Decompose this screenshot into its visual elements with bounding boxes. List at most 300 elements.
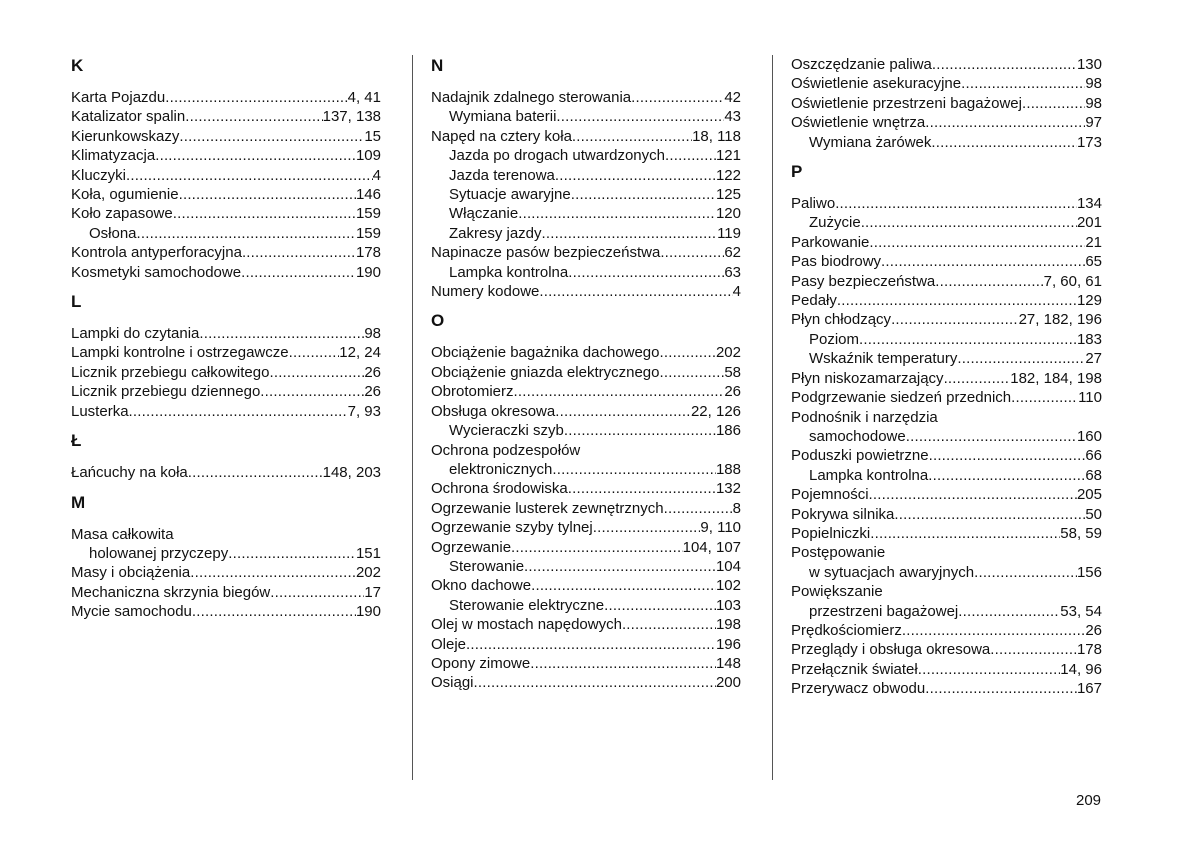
entry-text: Koła, ogumienie (71, 186, 179, 204)
index-entry (71, 402, 381, 421)
dot-leader (931, 133, 1077, 152)
index-entry (71, 563, 381, 582)
entry-pages: 62 (724, 244, 741, 262)
entry-pages: 4, 41 (347, 89, 381, 106)
index-entry (791, 194, 1102, 213)
entry-text: Osiągi (431, 674, 474, 692)
index-entry (791, 640, 1102, 659)
dot-leader (192, 602, 356, 621)
entry-pages: 200 (715, 674, 741, 692)
dot-leader (190, 563, 356, 582)
dot-leader (660, 243, 724, 262)
entry-text: Oszczędzanie paliwa (791, 56, 932, 73)
index-entry (71, 263, 381, 282)
dot-leader (837, 291, 1077, 310)
index-entry (431, 460, 741, 479)
section-letter: Ł (71, 431, 82, 451)
dot-leader (861, 213, 1077, 232)
index-entry (71, 463, 381, 482)
index-column-3 (791, 55, 1102, 699)
section-letter: O (431, 311, 445, 331)
entry-pages: 205 (1076, 486, 1102, 504)
entry-text: Obciążenie bagażnika dachowego (431, 344, 660, 362)
index-entry (431, 518, 741, 537)
dot-leader (881, 252, 1085, 271)
index-entry (431, 204, 741, 223)
dot-leader (555, 166, 716, 185)
index-section (431, 55, 741, 301)
index-entry (431, 107, 741, 126)
dot-leader (260, 382, 364, 401)
entry-text: Przerywacz obwodu (791, 680, 926, 698)
entry-pages: 120 (715, 205, 741, 223)
dot-leader (974, 563, 1077, 582)
entry-pages: 12, 24 (339, 344, 381, 362)
entry-pages: 148 (715, 654, 741, 672)
dot-leader (126, 166, 373, 185)
entry-pages: 159 (355, 205, 381, 223)
index-entry (431, 146, 741, 165)
entry-text: Ochrona środowiska (431, 480, 568, 498)
entry-pages: 134 (1076, 195, 1102, 213)
index-entry (791, 369, 1102, 388)
section-letter: M (71, 492, 86, 512)
index-entry (431, 673, 741, 692)
entry-text: Ochrona podzespołów (431, 441, 581, 459)
entry-text: w sytuacjach awaryjnych (809, 563, 975, 581)
entry-text: Płyn niskozamarzający (791, 369, 944, 387)
index-entry (791, 466, 1102, 485)
dot-leader (944, 369, 1011, 388)
entry-pages: 98 (364, 325, 381, 343)
entry-pages: 4 (372, 166, 381, 184)
index-entry (431, 615, 741, 634)
entry-pages: 27 (1085, 350, 1102, 368)
index-entry (431, 499, 741, 518)
entry-text: Kontrola antyperforacyjna (71, 244, 242, 262)
entry-pages: 26 (364, 363, 381, 381)
index-entry (791, 543, 1102, 562)
index-entry (71, 243, 381, 262)
index-entry (791, 621, 1102, 640)
index-entry (71, 363, 381, 382)
entry-pages: 188 (715, 460, 741, 478)
entry-pages: 98 (1085, 75, 1102, 93)
index-entry (71, 224, 381, 243)
entry-text: Wymiana baterii (449, 108, 557, 126)
dot-leader (891, 310, 1019, 329)
dot-leader (474, 673, 716, 692)
entry-pages: 104 (715, 557, 741, 575)
index-entry (431, 596, 741, 615)
entry-text: Ogrzewanie szyby tylnej (431, 519, 593, 537)
dot-leader (228, 544, 356, 563)
dot-leader (659, 363, 724, 382)
index-entry (791, 113, 1102, 132)
column-divider (412, 55, 413, 780)
index-entry (71, 324, 381, 343)
entry-text: Kluczyki (71, 166, 127, 184)
entry-pages: 103 (715, 596, 741, 614)
entry-text: Sytuacje awaryjne (449, 186, 571, 204)
entry-text: Wycieraczki szyb (449, 422, 564, 440)
index-entry (431, 224, 741, 243)
index-entry (791, 388, 1102, 407)
index-entry (71, 343, 381, 362)
entry-text: Pokrywa silnika (791, 505, 895, 523)
dot-leader (925, 113, 1085, 132)
index-entry (431, 654, 741, 673)
dot-leader (269, 363, 364, 382)
index-entry (71, 88, 381, 107)
index-entry (71, 127, 381, 146)
entry-pages: 202 (355, 564, 381, 582)
entry-pages: 42 (724, 89, 741, 106)
entry-pages: 148, 203 (322, 464, 381, 482)
index-entry (791, 252, 1102, 271)
entry-text: Licznik przebiegu całkowitego (71, 363, 270, 381)
entry-pages: 132 (715, 480, 741, 498)
entry-pages: 178 (1076, 641, 1102, 659)
entry-pages: 110 (1078, 389, 1102, 407)
dot-leader (129, 402, 348, 421)
index-entry (791, 427, 1102, 446)
index-section (71, 291, 381, 421)
index-entry (431, 243, 741, 262)
dot-leader (870, 524, 1060, 543)
entry-text: Karta Pojazdu (71, 89, 166, 106)
index-entry (71, 544, 381, 563)
entry-pages: 198 (715, 616, 741, 634)
entry-text: Lampka kontrolna (809, 466, 929, 484)
entry-pages: 21 (1085, 233, 1102, 251)
index-section (71, 492, 381, 622)
index-entry (71, 107, 381, 126)
index-entry (791, 94, 1102, 113)
dot-leader (137, 224, 356, 243)
dot-leader (665, 146, 716, 165)
entry-pages: 63 (724, 263, 741, 281)
entry-pages: 26 (1085, 621, 1102, 639)
dot-leader (572, 127, 692, 146)
entry-pages: 102 (715, 577, 741, 595)
entry-text: Sterowanie elektryczne (449, 596, 605, 614)
dot-leader (530, 654, 716, 673)
entry-pages: 156 (1076, 563, 1102, 581)
entry-text: Ogrzewanie lusterek zewnętrznych (431, 499, 664, 517)
dot-leader (571, 185, 716, 204)
dot-leader (906, 427, 1077, 446)
entry-pages: 122 (715, 166, 741, 184)
entry-text: Pasy bezpieczeństwa (791, 272, 936, 290)
dot-leader (555, 402, 691, 421)
index-section (791, 161, 1102, 699)
index-entry (791, 563, 1102, 582)
entry-pages: 129 (1076, 292, 1102, 310)
index-entry (431, 127, 741, 146)
dot-leader (524, 557, 716, 576)
entry-text: Lusterka (71, 402, 129, 420)
entry-pages: 186 (715, 422, 741, 440)
entry-pages: 196 (715, 635, 741, 653)
entry-pages: 182, 184, 198 (1010, 369, 1102, 387)
column-divider (772, 55, 773, 780)
entry-text: Jazda po drogach utwardzonych (449, 147, 665, 165)
index-section (431, 310, 741, 692)
index-entry (431, 538, 741, 557)
dot-leader (556, 107, 724, 126)
dot-leader (173, 204, 356, 223)
index-entry (791, 660, 1102, 679)
entry-text: Obciążenie gniazda elektrycznego (431, 363, 660, 381)
index-entry (791, 582, 1102, 601)
section-letter: P (791, 162, 803, 182)
entry-text: Licznik przebiegu dziennego (71, 383, 261, 401)
entry-text: Klimatyzacja (71, 147, 156, 165)
entry-pages: 190 (355, 603, 381, 621)
entry-pages: 65 (1085, 253, 1102, 271)
entry-text: Włączanie (449, 205, 519, 223)
index-entry (71, 204, 381, 223)
entry-pages: 68 (1085, 466, 1102, 484)
dot-leader (1011, 388, 1078, 407)
dot-leader (199, 324, 364, 343)
dot-leader (514, 382, 725, 401)
entry-text: Masa całkowita (71, 525, 174, 543)
dot-leader (902, 621, 1085, 640)
dot-leader (961, 74, 1085, 93)
dot-leader (925, 679, 1077, 698)
index-entry (791, 272, 1102, 291)
index-entry (791, 233, 1102, 252)
entry-text: Paliwo (791, 195, 836, 213)
entry-pages: 18, 118 (692, 127, 741, 145)
dot-leader (241, 263, 356, 282)
entry-text: Katalizator spalin (71, 108, 186, 126)
entry-pages: 43 (724, 108, 741, 126)
index-entry (791, 446, 1102, 465)
entry-text: Zakresy jazdy (449, 224, 542, 242)
index-section (791, 55, 1102, 152)
index-entry (431, 263, 741, 282)
entry-text: Masy i obciążenia (71, 564, 191, 582)
index-entry (791, 505, 1102, 524)
dot-leader (622, 615, 716, 634)
entry-text: Nadajnik zdalnego sterowania (431, 89, 632, 106)
entry-pages: 201 (1076, 214, 1102, 232)
dot-leader (155, 146, 356, 165)
index-entry (431, 166, 741, 185)
dot-leader (990, 640, 1077, 659)
entry-pages: 178 (355, 244, 381, 262)
entry-pages: 119 (717, 224, 741, 242)
index-entry (431, 382, 741, 401)
dot-leader (542, 224, 718, 243)
dot-leader (568, 479, 716, 498)
entry-text: Płyn chłodzący (791, 311, 892, 329)
entry-text: Sterowanie (449, 557, 525, 575)
index-entry (431, 343, 741, 362)
index-entry (71, 185, 381, 204)
entry-text: Osłona (89, 224, 137, 242)
dot-leader (466, 635, 716, 654)
entry-text: Koło zapasowe (71, 205, 173, 223)
dot-leader (929, 446, 1086, 465)
entry-pages: 173 (1076, 133, 1102, 151)
dot-leader (518, 204, 716, 223)
index-entry (431, 88, 741, 107)
index-column-2 (431, 55, 741, 693)
entry-pages: 8 (732, 499, 741, 517)
entry-pages: 22, 126 (690, 402, 741, 420)
entry-text: Jazda terenowa (449, 166, 555, 184)
entry-pages: 167 (1076, 680, 1102, 698)
entry-pages: 4 (732, 283, 741, 301)
entry-text: Mycie samochodu (71, 603, 192, 621)
entry-pages: 97 (1085, 114, 1102, 132)
entry-text: Podgrzewanie siedzeń przednich (791, 389, 1012, 407)
index-entry (71, 525, 381, 544)
entry-pages: 50 (1085, 505, 1102, 523)
entry-text: Podnośnik i narzędzia (791, 408, 938, 426)
entry-text: Postępowanie (791, 544, 886, 562)
dot-leader (568, 263, 724, 282)
index-section (71, 430, 381, 482)
entry-pages: 104, 107 (682, 538, 741, 556)
entry-pages: 146 (355, 186, 381, 204)
index-entry (431, 421, 741, 440)
index-entry (71, 382, 381, 401)
entry-text: Łańcuchy na koła (71, 464, 188, 482)
entry-pages: 130 (1076, 56, 1102, 73)
index-entry (791, 485, 1102, 504)
entry-text: Lampki do czytania (71, 325, 200, 343)
entry-pages: 202 (715, 344, 741, 362)
section-letter: K (71, 56, 84, 75)
entry-pages: 7, 60, 61 (1043, 272, 1102, 290)
dot-leader (835, 194, 1077, 213)
entry-pages: 17 (364, 583, 381, 601)
index-entry (431, 635, 741, 654)
dot-leader (539, 282, 732, 301)
index-entry (791, 679, 1102, 698)
entry-pages: 109 (355, 147, 381, 165)
entry-text: Oświetlenie przestrzeni bagażowej (791, 94, 1022, 112)
dot-leader (242, 243, 356, 262)
dot-leader (918, 660, 1061, 679)
entry-text: Pas biodrowy (791, 253, 882, 271)
entry-pages: 58 (724, 363, 741, 381)
section-letter: L (71, 292, 82, 312)
dot-leader (552, 460, 716, 479)
entry-text: Napęd na cztery koła (431, 127, 572, 145)
entry-text: Okno dachowe (431, 577, 532, 595)
entry-pages: 137, 138 (322, 108, 381, 126)
index-entry (791, 291, 1102, 310)
entry-pages: 125 (715, 186, 741, 204)
dot-leader (932, 55, 1077, 74)
entry-text: przestrzeni bagażowej (809, 602, 959, 620)
entry-text: Obrotomierz (431, 383, 514, 401)
index-entry (791, 133, 1102, 152)
index-entry (71, 166, 381, 185)
dot-leader (958, 602, 1060, 621)
index-column-1 (71, 55, 381, 622)
dot-leader (935, 272, 1043, 291)
entry-pages: 7, 93 (347, 402, 381, 420)
dot-leader (660, 343, 716, 362)
entry-text: Ogrzewanie (431, 538, 512, 556)
index-entry (791, 602, 1102, 621)
entry-text: Powiększanie (791, 583, 883, 601)
index-entry (431, 185, 741, 204)
entry-text: Numery kodowe (431, 283, 540, 301)
entry-pages: 9, 110 (700, 519, 741, 537)
index-entry (71, 602, 381, 621)
dot-leader (664, 499, 733, 518)
index-entry (791, 408, 1102, 427)
index-entry (431, 282, 741, 301)
entry-text: Kosmetyki samochodowe (71, 263, 242, 281)
entry-pages: 121 (715, 147, 741, 165)
entry-text: Obsługa okresowa (431, 402, 556, 420)
index-entry (791, 349, 1102, 368)
index-entry (791, 74, 1102, 93)
entry-text: Wymiana żarówek (809, 133, 932, 151)
dot-leader (1022, 94, 1085, 113)
index-entry (431, 363, 741, 382)
index-entry (431, 441, 741, 460)
dot-leader (165, 88, 347, 107)
index-entry (431, 479, 741, 498)
dot-leader (869, 485, 1077, 504)
index-entry (71, 146, 381, 165)
entry-text: Mechaniczna skrzynia biegów (71, 583, 271, 601)
entry-text: Przeglądy i obsługa okresowa (791, 641, 991, 659)
entry-text: samochodowe (809, 427, 906, 445)
index-entry (791, 330, 1102, 349)
entry-pages: 66 (1085, 447, 1102, 465)
entry-text: Opony zimowe (431, 654, 531, 672)
dot-leader (928, 466, 1085, 485)
entry-text: Popielniczki (791, 524, 871, 542)
dot-leader (859, 330, 1077, 349)
entry-text: Oleje (431, 635, 467, 653)
entry-text: Olej w mostach napędowych (431, 616, 622, 634)
dot-leader (894, 505, 1085, 524)
entry-pages: 53, 54 (1060, 602, 1102, 620)
entry-pages: 15 (364, 127, 381, 145)
entry-text: Lampka kontrolna (449, 263, 569, 281)
entry-pages: 159 (355, 224, 381, 242)
dot-leader (511, 538, 683, 557)
index-entry (71, 583, 381, 602)
dot-leader (564, 421, 716, 440)
dot-leader (179, 185, 356, 204)
index-entry (431, 402, 741, 421)
entry-pages: 190 (355, 263, 381, 281)
entry-pages: 160 (1076, 427, 1102, 445)
index-entry (791, 524, 1102, 543)
entry-text: Kierunkowskazy (71, 127, 180, 145)
entry-pages: 151 (355, 544, 381, 562)
entry-text: Pedały (791, 292, 837, 310)
entry-text: Poziom (809, 330, 860, 348)
dot-leader (270, 583, 364, 602)
dot-leader (289, 343, 340, 362)
entry-pages: 58, 59 (1060, 524, 1102, 542)
entry-pages: 14, 96 (1060, 660, 1102, 678)
